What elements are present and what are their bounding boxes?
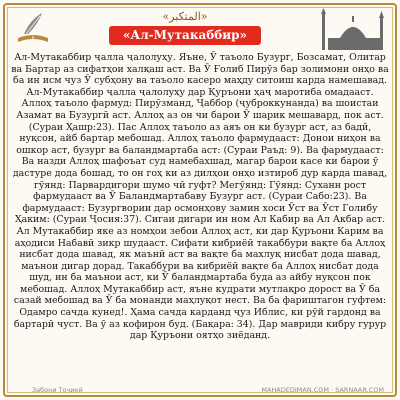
arabic-title: «المتكبر» [162, 10, 208, 23]
name-banner: «Ал-Мутакаббир» [109, 26, 261, 45]
footer-website-links[interactable]: MAHADEDIMAN.COM · SARNAAR.COM [261, 386, 384, 394]
body-text: Ал-Мутакаббир ҷалла ҷалолуҳу. Яъне, Ӯ таъоло Бузург, Бозсамат, Олитар ва Бартар аз сифатҳои халқаш аст. Ва Ӯ Ғолиб Пирӯз бар золимони онҳо ва ба ин исм чуз Ӯ субҳону ва таъоло касеро маҳду ситоиш карда намешавад. Ал-Мутакаббир ҷалла ҷалолуҳу дар Қуръони ҳаҷ маротиба омадааст. Аллоҳ таъоло фармуд: Пирӯзманд, Ҷаббор (ҷуброккунанда) ва шоистаи Азамат ва Бузургӣ аст. Аллоҳ аз он чи барои Ӯ шарик мешавард, пок аст. (Сураи Ҳашр:23). Пас Аллоҳ таъоло аз аяъ он ки бузург аст, аз бадӣ, нуқсон, айб бартар мебошад. Аллоҳ таъоло фармудааст: Донои ниҳон ва ошкор аст, бузург ва баландмартаба аст: (Сураи Раъд: 9). Ва фармудааст: Ва назди Аллоҳ шафоъат суд намебахшад, магар барои касе ки барои ӯ дастуре дода бошад, то он гоҳ ки аз дилҳои онҳо изтироб дур карда шавад, гӯянд: Парвардигори шумо чӣ гуфт? Мегӯянд: Гӯянд: Суханн рост фармудааст ва Ӯ Баландмартабаву Бузург аст. (Сураи Сабо:23). Ва фармудааст: Бузургвории дар осмонҳову замин хоси Ӯст ва Ӯст Голибу Ҳаким: (Сураи Ҷосия:37). Сигаи дигари ин ном Ал Кабир ва Ал Акбар аст. Ал Мутакаббир яке аз номҳои зебои Аллоҳ аст, ки дар Қуръони Карим ва аҳодиси Набавӣ зикр шудааст. Сифати кибриёӣ такаббури вақте ба Аллоҳ нисбат дода шавад, як маънӣ аст ва вақте ба махлуқ нисбат дода шавад, маънои дигар дорад. Такаббури ва кибриёӣ вақте ба Аллоҳ нисбат дода шуд, ин ба маънои аст, ки Ӯ баландмартаба буда аз айбу нуқсон пок мебошад. Аллоҳ Мутакаббир аст, яъне кудрати мутлақро дорост ва Ӯ ба сазай мебошад ва Ӯ ба монанди маҳлуқот нест. Ва ба фариштагон гуфтем: Одамро сачда кунед!. Ҳама сачда карданд ҷуз Иблис, ки рӯй гардонд ва бартарӣ чуст. Ва ӯ аз кофирон буд. (Бақара: 34). Дар мавриди кибру гурур дар Қуръони оятҳо зиёданд. [11, 52, 389, 342]
header [60, 10, 310, 45]
quill-book-logo-icon [14, 10, 52, 46]
mosque-silhouette-icon [318, 8, 388, 52]
footer-language-label: Забони Тоҷикӣ [32, 386, 83, 394]
footer [10, 383, 390, 394]
